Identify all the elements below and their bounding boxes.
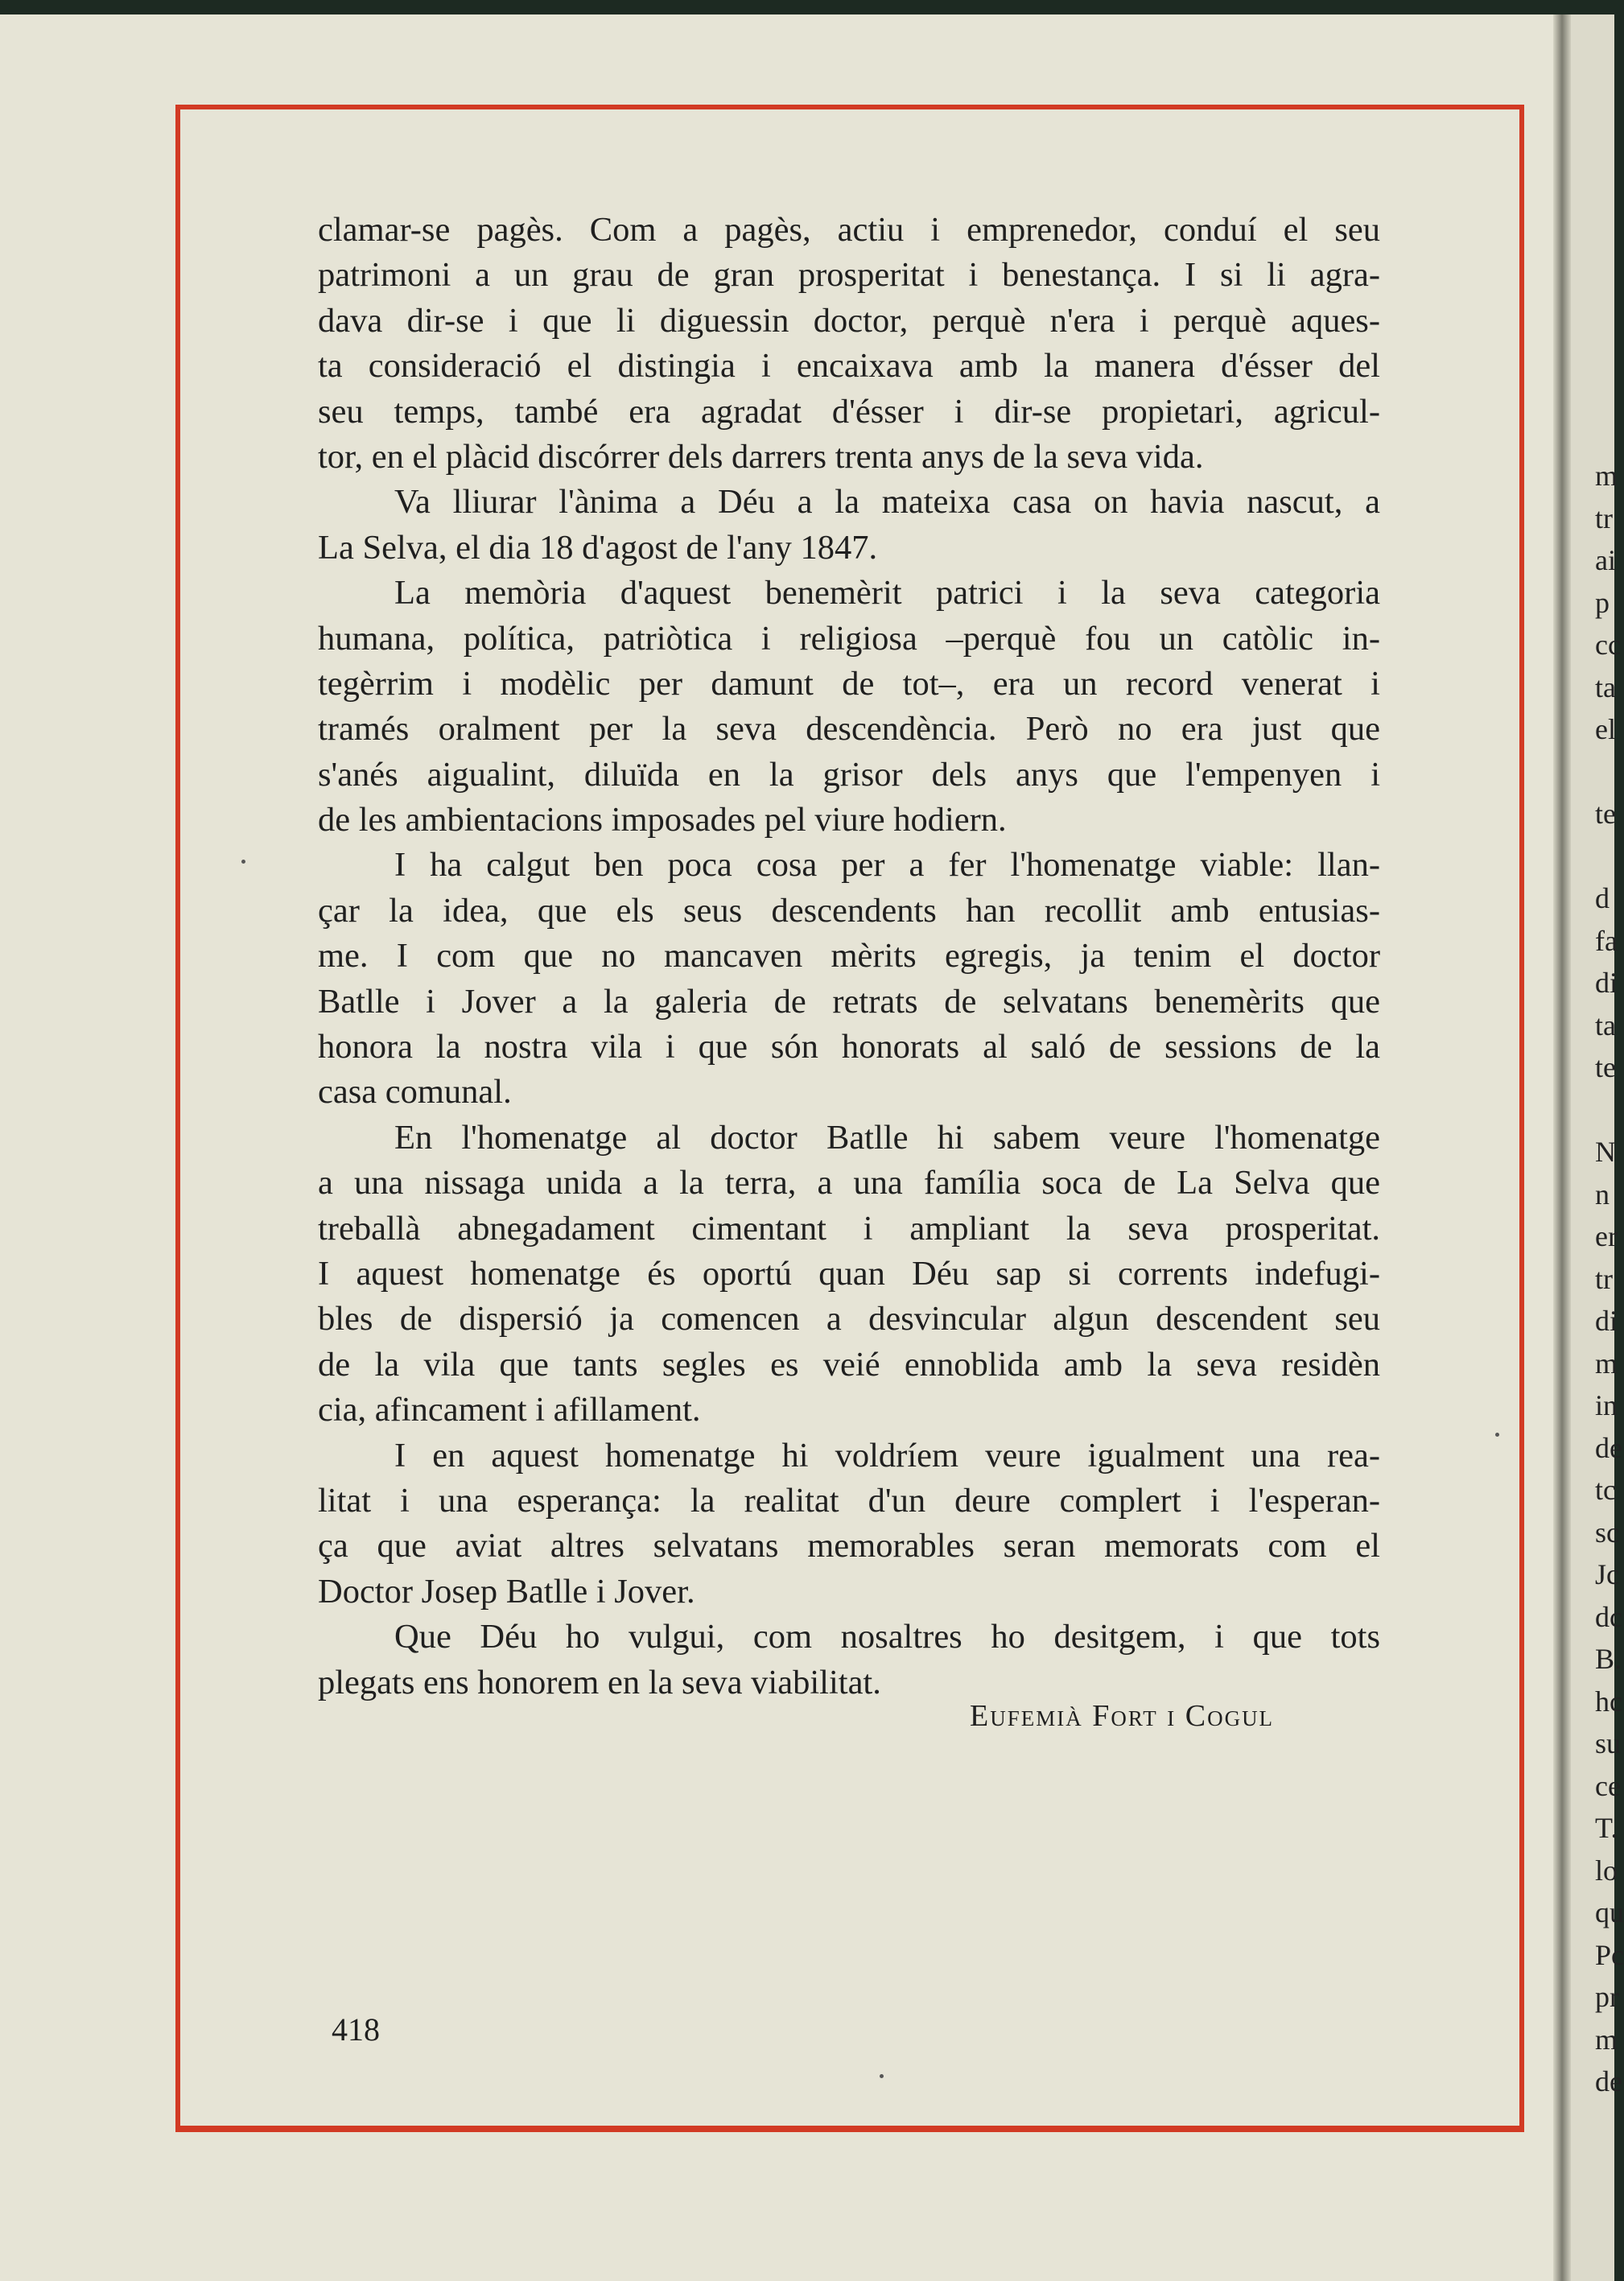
- text-line: seu temps, també era agradat d'ésser i dir-se propietari, agricul-: [318, 392, 1380, 431]
- next-page-fragment: m: [1595, 1347, 1618, 1380]
- next-page-fragment: tc: [1595, 1474, 1616, 1506]
- next-page-fragment: n: [1595, 1178, 1610, 1211]
- author-signature: Eufemià Fort i Cogul: [970, 1699, 1275, 1733]
- text-line: ta consideració el distingia i encaixava amb la manera d'ésser del: [318, 347, 1380, 386]
- text-line: La memòria d'aquest benemèrit patrici i la seva categoria: [394, 574, 1380, 613]
- next-page-fragment: d: [1595, 882, 1610, 914]
- text-line: Doctor Josep Batlle i Jover.: [318, 1572, 695, 1611]
- next-page-fragment: T.: [1595, 1812, 1618, 1844]
- text-line: Batlle i Jover a la galeria de retrats de selvatans benemèrits que: [318, 982, 1380, 1021]
- next-page-fragment: qu: [1595, 1896, 1624, 1928]
- text-line: clamar-se pagès. Com a pagès, actiu i emprenedor, conduí el seu: [318, 211, 1380, 249]
- text-line: I ha calgut ben poca cosa per a fer l'homenatge viable: llan-: [394, 846, 1380, 885]
- paper-speck: [241, 860, 245, 864]
- text-line: a una nissaga unida a la terra, a una família soca de La Selva que: [318, 1164, 1380, 1202]
- page-number: 418: [332, 2011, 380, 2048]
- text-line: honora la nostra vila i que són honorats al saló de sessions de la: [318, 1028, 1380, 1066]
- text-line: plegats ens honorem en la seva viabilitat.: [318, 1663, 881, 1701]
- next-page-fragment: tr: [1595, 1262, 1613, 1295]
- next-page-fragment: Pc: [1595, 1938, 1624, 1971]
- next-page-fragment: ce: [1595, 1769, 1621, 1802]
- paper-speck: [880, 2074, 884, 2078]
- text-line: de la vila que tants segles es veié ennoblida amb la seva residèn: [318, 1345, 1380, 1384]
- next-page-fragment: m: [1595, 460, 1618, 492]
- next-page-fragment: dc: [1595, 1600, 1622, 1633]
- next-page-fragment: el: [1595, 713, 1616, 745]
- text-line: Que Déu ho vulgui, com nosaltres ho desitgem, i que tots: [394, 1618, 1380, 1656]
- next-page-fragment: in: [1595, 1389, 1618, 1421]
- next-page-fragment: ai: [1595, 544, 1616, 576]
- next-page-fragment: cc: [1595, 629, 1621, 661]
- next-page-fragment: tr: [1595, 501, 1613, 534]
- text-line: me. I com que no mancaven mèrits egregis, ja tenim el doctor: [318, 937, 1380, 976]
- text-line: s'anés aigualint, diluïda en la grisor dels anys que l'empenyen i: [318, 755, 1380, 794]
- article-body: [318, 208, 1380, 1706]
- next-page-fragment: de: [1595, 2065, 1622, 2097]
- text-line: tor, en el plàcid discórrer dels darrers trenta anys de la seva vida.: [318, 437, 1204, 476]
- next-page-fragment: ta: [1595, 1009, 1616, 1042]
- next-page-fragment: hc: [1595, 1685, 1622, 1718]
- text-line: çar la idea, que els seus descendents han recollit amb entusias-: [318, 891, 1380, 930]
- text-line: tramés oralment per la seva descendència. Però no era just que: [318, 710, 1380, 749]
- text-line: bles de dispersió ja comencen a desvincular algun descendent seu: [318, 1300, 1380, 1338]
- next-page-fragment: m: [1595, 2023, 1618, 2056]
- next-page-fragment: Jc: [1595, 1558, 1619, 1590]
- text-line: I en aquest homenatge hi voldríem veure igualment una rea-: [394, 1436, 1380, 1475]
- next-page-fragment: B.: [1595, 1643, 1622, 1675]
- text-line: patrimoni a un grau de gran prosperitat i benestança. I si li agra-: [318, 256, 1380, 295]
- text-line: de les ambientacions imposades pel viure hodiern.: [318, 801, 1007, 839]
- text-line: litat i una esperança: la realitat d'un deure complert i l'esperan-: [318, 1481, 1380, 1520]
- next-page-fragment: fa: [1595, 924, 1618, 957]
- next-page-fragment: di: [1595, 967, 1618, 999]
- paper-speck: [1495, 1433, 1499, 1437]
- text-line: I aquest homenatge és oportú quan Déu sap si corrents indefugi-: [318, 1254, 1380, 1293]
- next-page-fragment: lo: [1595, 1854, 1618, 1887]
- text-line: ça que aviat altres selvatans memorables seran memorats com el: [318, 1527, 1380, 1565]
- next-page-fragment: er: [1595, 1220, 1618, 1252]
- text-line: casa comunal.: [318, 1073, 512, 1112]
- next-page-fragment: su: [1595, 1727, 1622, 1759]
- next-page-fragment: di: [1595, 1305, 1618, 1337]
- next-page-fragment: p: [1595, 586, 1610, 619]
- text-line: humana, política, patriòtica i religiosa –perquè fou un catòlic in-: [318, 619, 1380, 658]
- text-line: cia, afincament i afillament.: [318, 1391, 701, 1429]
- next-page-fragment: te: [1595, 1051, 1616, 1083]
- next-page-fragment: pr: [1595, 1981, 1619, 2013]
- page-gutter: [1553, 14, 1571, 2281]
- text-line: tegèrrim i modèlic per damunt de tot–, era un record venerat i: [318, 664, 1380, 703]
- next-page-fragment: sc: [1595, 1516, 1619, 1549]
- next-page-fragment: te: [1595, 798, 1616, 830]
- next-page-fragment: de: [1595, 1431, 1622, 1464]
- text-line: La Selva, el dia 18 d'agost de l'any 1847.: [318, 528, 878, 567]
- text-line: dava dir-se i que li diguessin doctor, perquè n'era i perquè aques-: [318, 301, 1380, 340]
- text-line: Va lliurar l'ànima a Déu a la mateixa casa on havia nascut, a: [394, 483, 1380, 522]
- text-line: En l'homenatge al doctor Batlle hi sabem veure l'homenatge: [394, 1118, 1380, 1157]
- next-page-fragment: N: [1595, 1136, 1616, 1168]
- next-page-fragment: ta: [1595, 670, 1616, 703]
- text-line: treballà abnegadament cimentant i ampliant la seva prosperitat.: [318, 1209, 1380, 1248]
